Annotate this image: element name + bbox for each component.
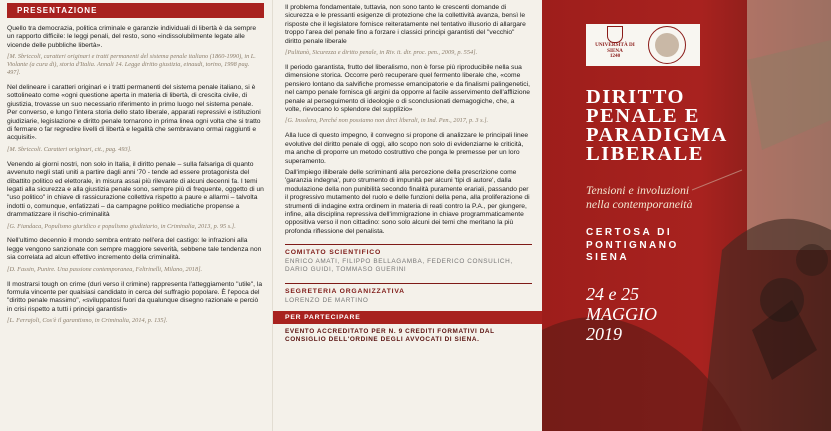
subtitle-line: Tensioni e involuzioni: [586, 183, 690, 197]
comitato-heading: COMITATO SCIENTIFICO: [285, 249, 382, 257]
date-line: 24 e 25: [586, 284, 639, 304]
title-line: PENALE E: [586, 105, 700, 127]
page-title: [586, 88, 728, 164]
presentazione-column: [0, 0, 272, 431]
venue: [586, 227, 679, 265]
comitato-line: ENRICO AMATI, FILIPPO BELLAGAMBA, FEDERICO CONSULICH,: [285, 258, 513, 266]
paragraph: Nel delineare i caratteri originari e i tratti permanenti del sistema penale italiano, si è sottolineato come «ogni questione aperta in materia di libertà, di crescita civile, di giustizia, trovasse un suo necessario riferimento in primo luogo nel sistema penale. Per converso, e lungo l'intera storia dello stato liberale, apparati repressivi e istituzioni giudiziarie, legislazione e diritto penale tornarono in prima linea ogni volta che si tratto di fermare o far regredire livelli di libertà e legalità che sembravano ormai raggiunti e acquisiti».: [7, 83, 261, 142]
cover-panel: [542, 0, 831, 431]
comitato-names: [285, 258, 532, 274]
partecipare-banner: PER PARTECIPARE: [273, 311, 542, 324]
comitato-line: DARIO GUIDI, TOMMASO GUERINI: [285, 266, 407, 274]
seal-icon: [648, 26, 686, 64]
event-line: CONSIGLIO DELL'ORDINE DEGLI AVVOCATI DI SIENA.: [285, 336, 480, 344]
shield-icon: [607, 26, 623, 43]
date-line: 2019: [586, 324, 622, 344]
title-line: PARADIGMA: [586, 124, 728, 146]
citation: [Pulitanò, Sicurezza e diritto penale, in Riv. it. dir. proc. pen., 2009, p. 554].: [285, 49, 478, 57]
citation: [M. Sbriccoli. Caratteri originari, cit., pag. 493].: [7, 145, 132, 153]
logos-box: [586, 24, 700, 66]
title-line: LIBERALE: [586, 143, 704, 165]
paragraph: Dall'impiego illiberale delle scriminanti alla percezione della prescrizione come 'garanzia indegna', puro strumento di impunità per alcuni 'tipi di autore', dalla modulazione della non punibilità secondo finalità puramente erariali, passando per il progressivo mutamento del ruolo e delle funzioni della pena, alla proliferazione di strumenti di indagine extra ordinem in materia di reati contro la P.A., per giungere, infine, alla disciplina repressiva dell'immigrazione in chiave programmaticamente oppositiva verso il non cittadino: sono solo alcuni dei temi che meritano la più profonda riflessione del penalista.: [285, 168, 530, 235]
university-name: UNIVERSITÀ DI SIENA: [595, 42, 635, 54]
title-line: DIRITTO: [586, 86, 685, 108]
segreteria-name: LORENZO DE MARTINO: [285, 296, 369, 304]
subtitle: [586, 183, 692, 211]
paragraph: Il problema fondamentale, tuttavia, non sono tanto le crescenti domande di sicurezza e le pressanti esigenze di protezione che la collettività avanza, bensì le risposte che il legislatore fornisce reiteratamente nel tentativo illusorio di allargare troppo l'area del penale fino a forzare i classici principi garantisti del "vecchio" diritto penale liberale: [285, 4, 526, 45]
subtitle-line: nella contemporaneità: [586, 197, 693, 211]
paragraph: Quello tra democrazia, politica criminale e garanzie individuali di libertà è da sempre un rapporto difficile: le leggi penali, del resto, sono «indissolubilmente legate alle vicende delle pubbliche libertà».: [7, 25, 257, 49]
presentazione-header: PRESENTAZIONE: [7, 3, 264, 18]
paragraph: Nell'ultimo decennio il mondo sembra entrato nell'era del castigo: le infrazioni alla legge vengono sanzionate con sempre maggiore severità, sebbene tale tendenza non sia correlata ad alcun effettivo incremento della criminalità.: [7, 237, 262, 262]
segreteria-heading: SEGRETERIA ORGANIZZATIVA: [285, 287, 405, 295]
university-logo: [590, 26, 640, 64]
venue-line: SIENA: [586, 252, 630, 263]
paragraph: Venendo ai giorni nostri, non solo in Italia, il diritto penale – sulla falsariga di quanto avvenuto negli stati uniti a partire dagli anni '70 - tende ad essere protagonista del dibattito politico ed elettorale, in misura assai più rilevante di alcuni decenni fa. I temi legati alla sicurezza e alla giustizia penale sono, sempre più di frequente, oggetto di un "uso politico" in chiave di rassicurazione collettiva rispetto a paure e allarmi – talvolta indotti o, comunque, enfatizzati – da campagne politico mediatiche propense a drammatizzare il rischio-criminalità: [7, 160, 264, 219]
paragraph: Il periodo garantista, frutto del liberalismo, non è forse più riproducibile nella sua dimensione storica. Occorre però recuperare quel fermento liberale che, «come pensiero lontano da salvifiche promesse emancipatorie e da finalismi palingenetici, nel campo penale fornisca gli argini da opporre al facile asservimento dell'afflizione penale al perseguimento di ideologie o di sconclusionati demagogiche, che, a volte, rievocano lo splendore del supplizio»: [285, 63, 531, 113]
event-info: [285, 328, 532, 345]
event-dates: [586, 284, 657, 344]
venue-line: CERTOSA DI: [586, 227, 673, 238]
citation: [D. Fassin, Punire. Una passione contemporanea, Feltrinelli, Milano, 2018].: [7, 265, 203, 273]
paragraph: Alla luce di questo impegno, il convegno si propone di analizzare le principali linee evolutive del diritto penale di oggi, allo scopo non solo di evidenziarne le criticità, ma anche di proporre un metodo costruttivo che ponga le premesse per un loro superamento.: [285, 132, 529, 165]
citation: [G. Insolera, Perché non possiamo non dirci liberali, in Ind. Pen., 2017, p. 3 s.].: [285, 117, 489, 125]
divider: [285, 244, 532, 245]
university-year: 1240: [609, 53, 621, 60]
citation: [L. Ferrajoli, Cos'è il garantismo, in Criminalia, 2014, p. 135].: [7, 317, 168, 325]
venue-line: PONTIGNANO: [586, 239, 679, 251]
date-line: MAGGIO: [586, 304, 657, 324]
middle-column: [272, 0, 542, 431]
divider: [285, 283, 532, 284]
citation: [G. Fiandaca, Populismo giuridico e populismo giudiziario, in Criminalia, 2013, p. 95 s.].: [7, 222, 236, 230]
event-line: EVENTO ACCREDITATO PER N. 9 CREDITI FORMATIVI DAL: [285, 327, 495, 335]
citation: [M. Sbriccoli, caratteri originari e tratti permanenti del sistema penale italiano (1860-1990), in L. Violante (a cura di), storia d'Italia. Annali 14. Legge diritto giustizia, einaudi, torino, 1998 pag. 497].: [7, 53, 256, 77]
paragraph: Il mostrarsi tough on crime (duri verso il crimine) rappresenta l'atteggiamento "utile", la formula vincente per qualsiasi candidato in cerca del suffragio popolare. È l'epoca del "diritto penale massimo", «sviluppatosi fuori da qualunque disegno razionale e perciò in crisi rispetto a tutti i principi garantisti»: [7, 280, 263, 313]
